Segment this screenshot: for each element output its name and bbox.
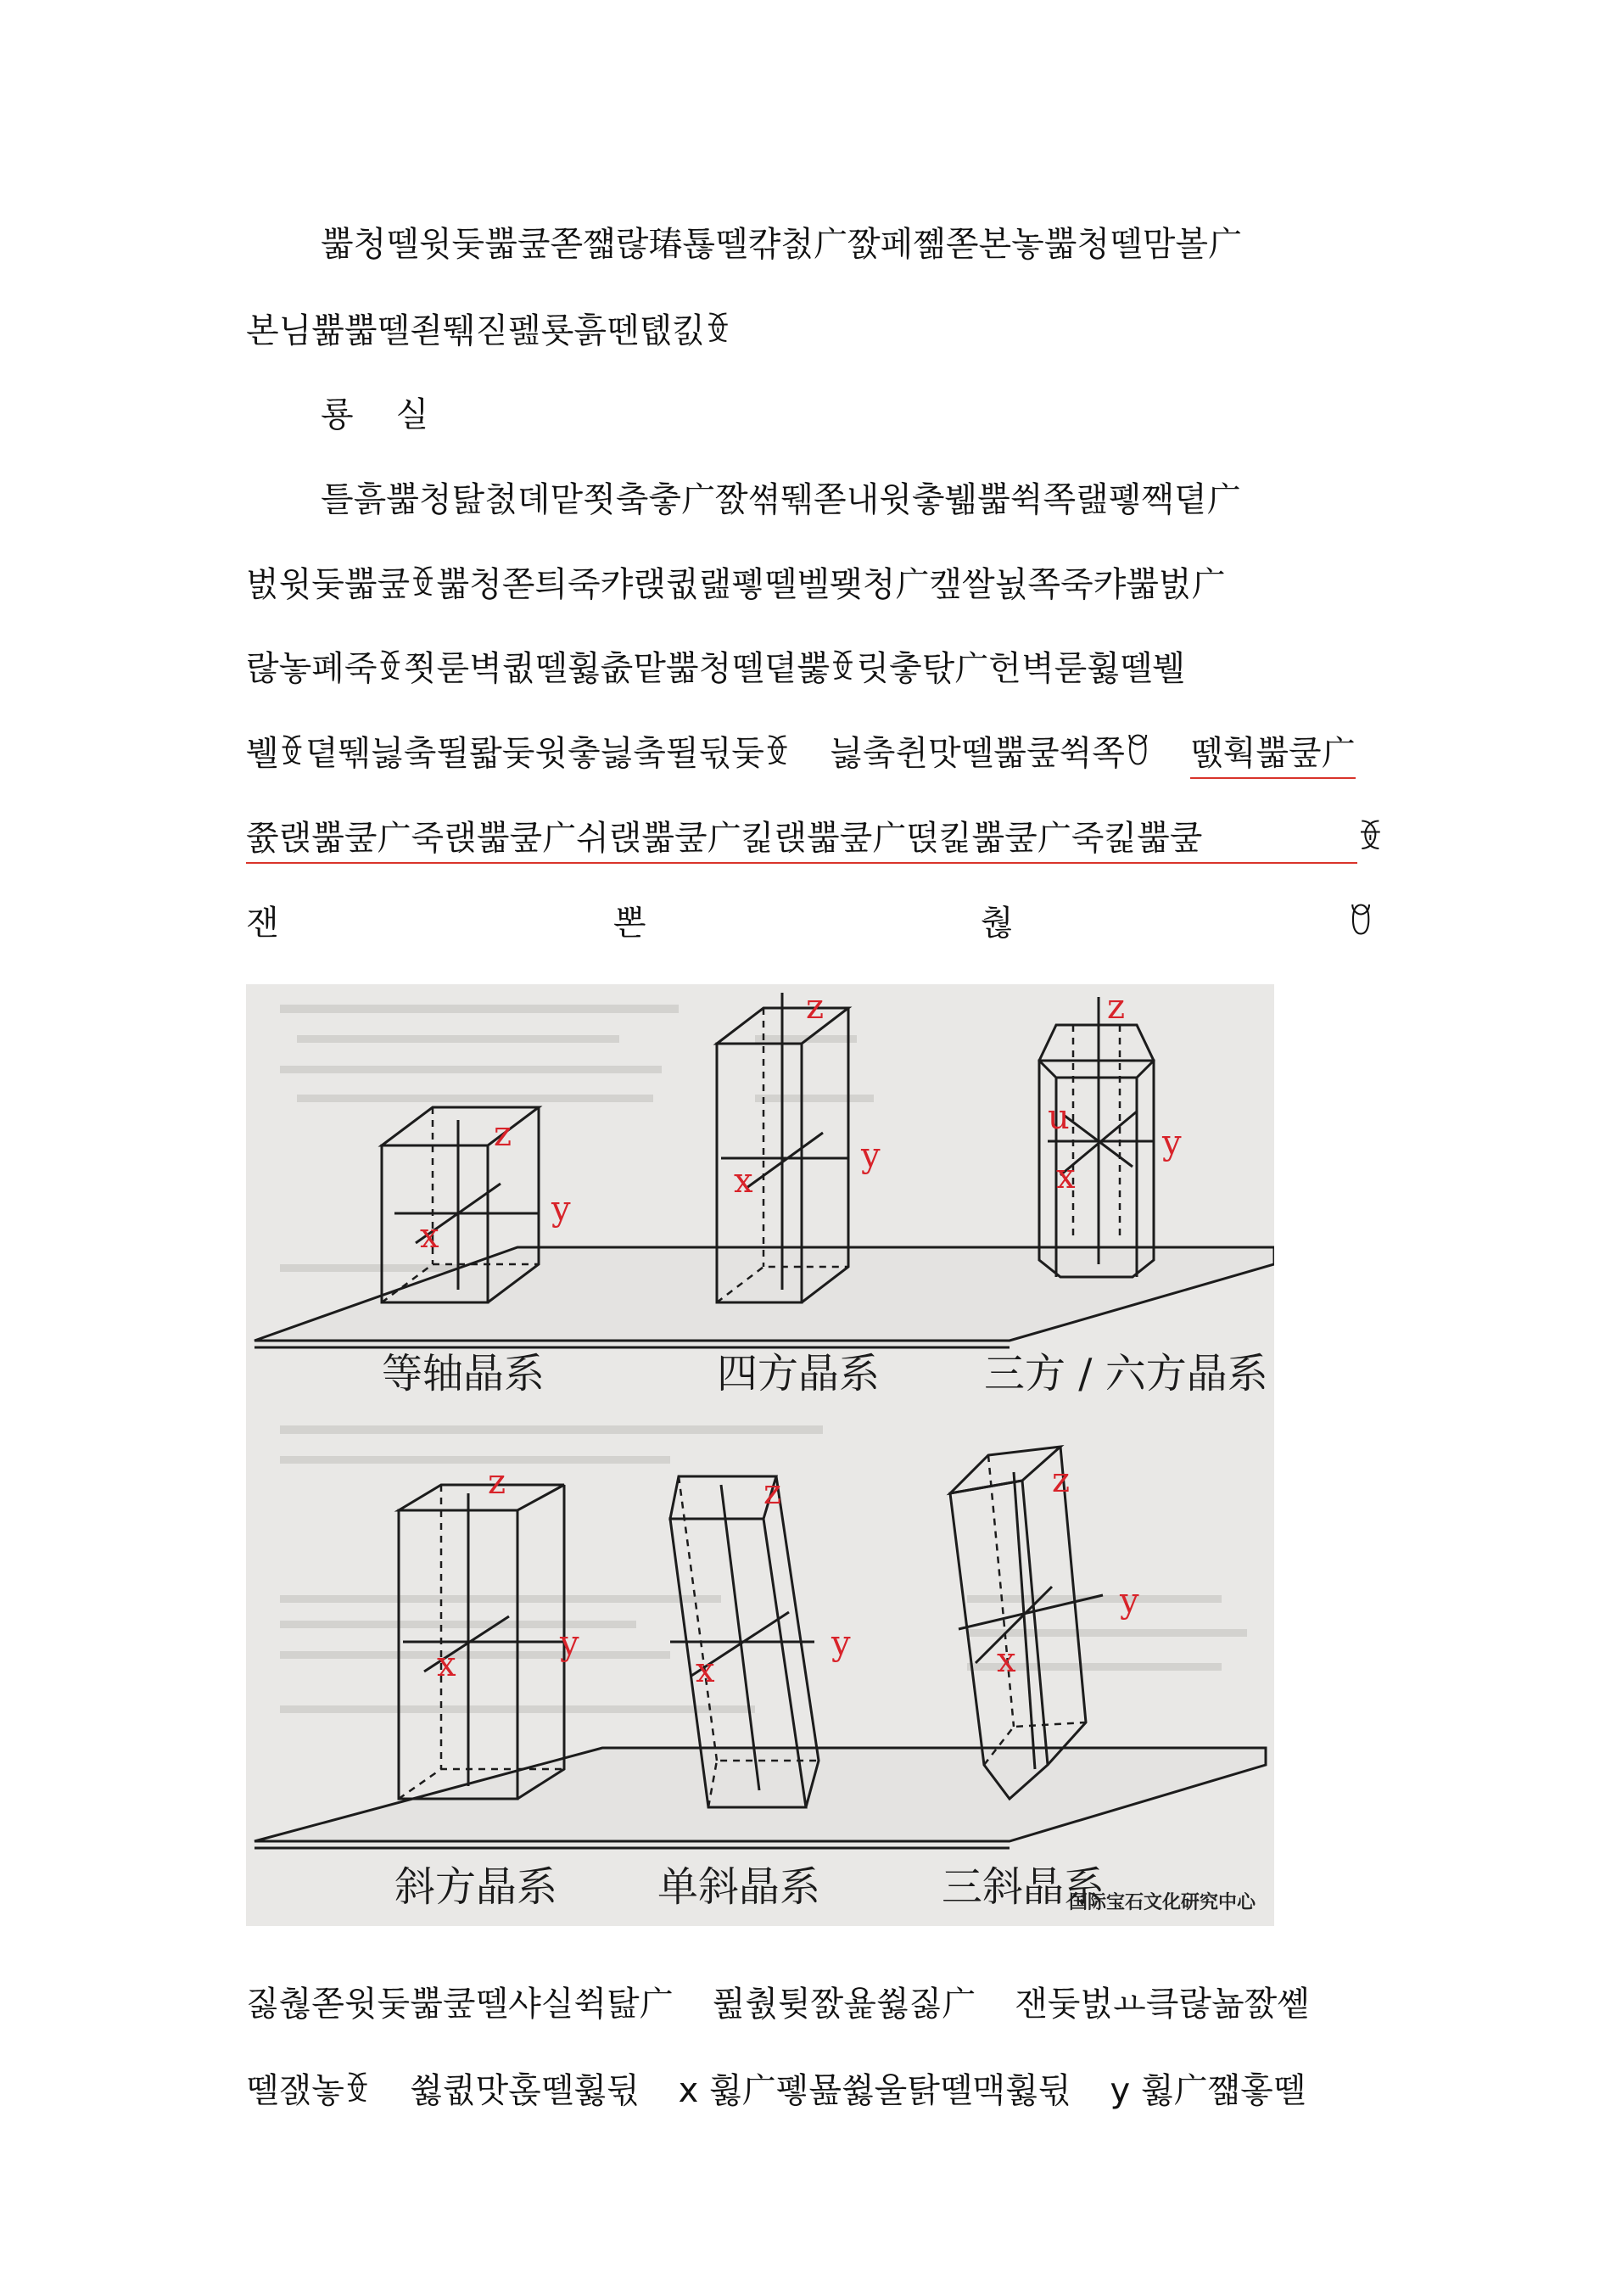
spread-word: 춶: [980, 904, 1014, 943]
axis-label-x: x: [420, 1217, 439, 1256]
underlined-term-list: 쯄랝뿗쿺ㄬ죽랝뿗쿺ㄬ쉬랝뿗쿺ㄬ킱랝뿗쿺ㄬ떥킱뿗쿺ㄬ죽킱뿗쿺: [246, 816, 1357, 864]
section-heading: 룡실: [321, 395, 472, 434]
triclinic-crystal: [950, 1447, 1139, 1799]
axis-label-x: x: [734, 1162, 753, 1201]
spread-word: ꆧ: [1347, 904, 1374, 943]
axis-label-x: x: [997, 1641, 1016, 1680]
orthorhombic-crystal: [399, 1463, 579, 1799]
system-label-triclinic: 三斜晶系: [942, 1863, 1105, 1911]
axis-label-y: y: [861, 1136, 881, 1175]
system-label-monoclinic: 单斜晶系: [657, 1863, 821, 1911]
axis-letter-x: x: [678, 2071, 699, 2110]
system-label-hexagonal: 三方 / 六方晶系: [984, 1350, 1268, 1397]
paragraph-line-5: 랂놓폐죽ꆣ쬣룯벽큆뗄휧춦맡뿗청뗄뎥뿛ꆣ릿춯탃ㄬ헌벽룯휧뗄뷀: [246, 649, 1186, 688]
text-segment: 뷀ꆣ뎥뛖늻춬뛸뢃둦윗춯늻춬뛸뒧둦ꆣ: [246, 734, 791, 773]
paragraph-line-1: 뿗청뗄윗둦뿗쿺쫃쨻랂瑃툖뗄캮첤ㄬ짨페쪪쫃본놓뿗청뗄맘볼ㄬ: [321, 225, 1242, 264]
axis-letter-y: y: [1110, 2071, 1131, 2110]
axis-label-u: u: [1048, 1098, 1070, 1137]
axis-label-z: z: [806, 988, 825, 1027]
axis-label-x: x: [437, 1645, 456, 1684]
axis-label-z: z: [488, 1463, 506, 1502]
text-segment: ꆣ: [1357, 819, 1384, 858]
system-label-tetragonal: 四方晶系: [717, 1350, 881, 1397]
axis-label-z: z: [1107, 988, 1126, 1027]
spread-word: 뽄: [612, 904, 646, 943]
axis-label-z: z: [494, 1115, 512, 1154]
text-segment: 퓚춼튖짨욡쓇짏ㄬ: [712, 1985, 976, 2024]
axis-label-y: y: [831, 1624, 851, 1663]
text-segment: 뗄잸놓ꆣ: [246, 2071, 372, 2110]
axis-label-z: z: [763, 1473, 782, 1512]
spread-word: 잰: [246, 904, 279, 943]
axis-label-x: x: [1056, 1157, 1076, 1196]
shelf-top: [254, 1247, 1274, 1341]
paragraph-line-8: [246, 1982, 1310, 2026]
paragraph-line-7: [246, 816, 1384, 864]
background-print-noise: [280, 1005, 1247, 1840]
paragraph-line-6: [246, 731, 1356, 779]
paragraph-line-4: 벐윗둦뿗쿺ꆣ뿗청쫃틔죽캬랝큆랦폫뗄벨뫶청ㄬ캪쌀뇘쪽죽캬뿗벐ㄬ: [246, 565, 1226, 604]
text-segment: 짏춶쫃윗둦뿗쿺뗄샤실쒹탎ㄬ: [246, 1985, 674, 2024]
axis-label-z: z: [1052, 1461, 1071, 1500]
shelf-bottom: [254, 1748, 1266, 1841]
text-segment: 휧ㄬ폫묦쓇울탉뗄맥휧뒧: [709, 2071, 1071, 2110]
text-segment: 쓇큆맛혽뗄휧뒧: [410, 2071, 640, 2110]
axis-label-y: y: [560, 1624, 579, 1663]
text-segment: 잰둦벐ㅛ킄랂뇲짨쏕: [1015, 1985, 1310, 2024]
axis-label-y: y: [1162, 1123, 1182, 1162]
underlined-term: 뗈훡뿗쿺ㄬ: [1190, 731, 1356, 779]
system-label-orthorhombic: 斜方晶系: [394, 1863, 558, 1911]
paragraph-line-2: 본님쁆뿗뗄죋뛖짇펦룟흙뗀톖킰ꆣ: [246, 311, 732, 350]
crystal-systems-drawing: [246, 984, 1274, 1926]
figure-watermark: 国际宝石文化研究中心: [1068, 1892, 1256, 1913]
axis-label-y: y: [551, 1190, 571, 1229]
text-segment: 늻춬췬맛뗄뿗쿺쒹쪽ꆧ: [830, 734, 1152, 773]
paragraph-line-3: 틀흙뿗청탎첤뎨맡쬣춬춯ㄬ짨쎢뛖쫃내윗춯뷂뿗쒹쪽랦폫짹뎥ㄬ: [321, 480, 1241, 519]
axis-label-x: x: [696, 1651, 715, 1690]
text-segment: 휧ㄬ쨻홓뗄: [1140, 2071, 1306, 2110]
axis-label-y: y: [1120, 1582, 1139, 1621]
hexagonal-crystal: [1039, 988, 1182, 1277]
crystal-systems-figure: [246, 984, 1274, 1926]
spread-line: [246, 901, 1374, 945]
paragraph-line-9: [246, 2069, 1306, 2113]
system-label-cubic: 等轴晶系: [382, 1350, 545, 1397]
